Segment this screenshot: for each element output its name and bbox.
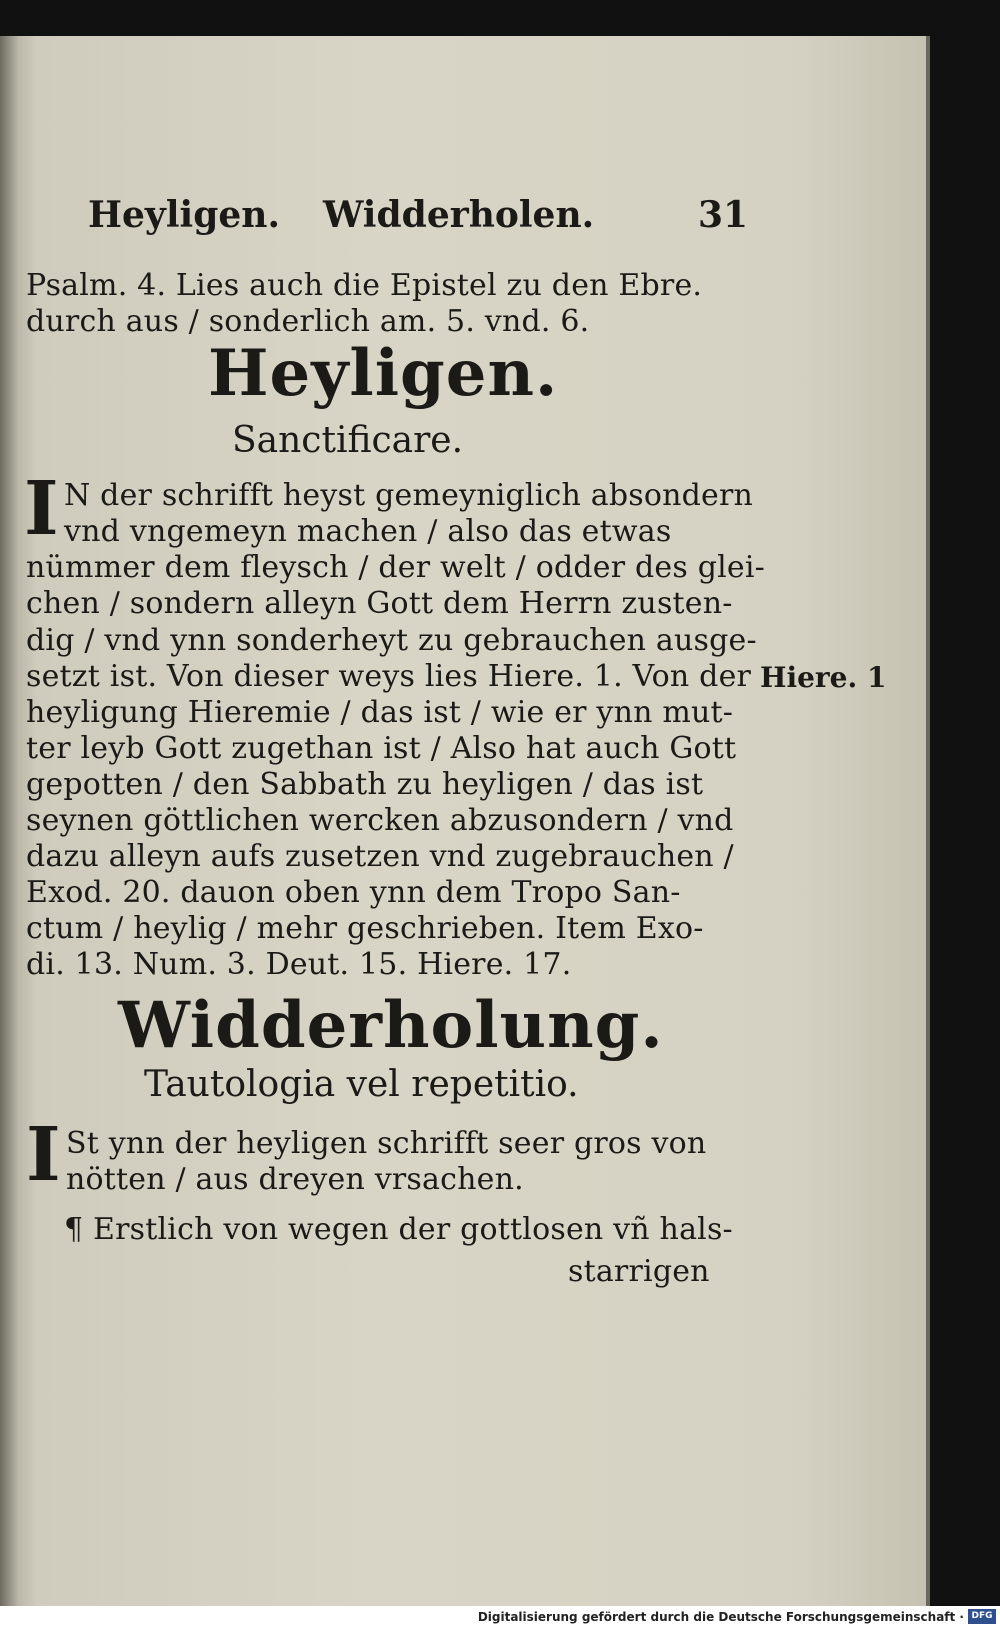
body-line: setzt ist. Von dieser weys lies Hiere. 1. Von der bbox=[26, 659, 752, 694]
drop-cap: I bbox=[26, 1112, 61, 1198]
body-line: ctum / heylig / mehr geschrieben. Item Exo- bbox=[26, 911, 704, 946]
section-subtitle-sanctificare: Sanctificare. bbox=[232, 420, 464, 461]
body-line: dig / vnd ynn sonderheyt zu gebrauchen ausge- bbox=[26, 623, 757, 658]
body-line: dazu alleyn aufs zusetzen vnd zugebrauchen / bbox=[26, 839, 734, 874]
digitization-footer bbox=[0, 1606, 1000, 1629]
body-line: vnd vngemeyn machen / also das etwas bbox=[64, 514, 672, 549]
body-line: N der schrifft heyst gemeyniglich absondern bbox=[64, 478, 754, 513]
intro-line: durch aus / sonderlich am. 5. vnd. 6. bbox=[26, 304, 590, 339]
section-title-widderholung: Widderholung. bbox=[118, 988, 664, 1063]
section-subtitle-tautologia: Tautologia vel repetitio. bbox=[144, 1064, 579, 1105]
section-title-heyligen: Heyligen. bbox=[208, 336, 559, 411]
body-line: ter leyb Gott zugethan ist / Also hat auch Gott bbox=[26, 731, 737, 766]
body-line: nümmer dem fleysch / der welt / odder des glei- bbox=[26, 550, 765, 585]
book-page bbox=[0, 36, 930, 1606]
header-center: Widderholen. bbox=[323, 194, 595, 236]
paragraph-line: ¶ Erstlich von wegen der gottlosen vñ hals- bbox=[64, 1212, 733, 1247]
footer-credit: Digitalisierung gefördert durch die Deutsche Forschungsgemeinschaft · bbox=[477, 1610, 964, 1624]
body-line: Exod. 20. dauon oben ynn dem Tropo San- bbox=[26, 875, 681, 910]
header-left: Heyligen. bbox=[88, 194, 280, 236]
body-line: St ynn der heyligen schrifft seer gros von bbox=[66, 1126, 707, 1161]
body-line: gepotten / den Sabbath zu heyligen / das ist bbox=[26, 767, 704, 802]
page-number: 31 bbox=[698, 194, 749, 236]
body-line: seynen göttlichen wercken abzusondern / vnd bbox=[26, 803, 734, 838]
catchword: starrigen bbox=[568, 1254, 710, 1289]
book-spine-shadow bbox=[0, 36, 18, 1606]
body-line: nötten / aus dreyen vrsachen. bbox=[66, 1162, 524, 1197]
dfg-logo: DFG bbox=[968, 1609, 996, 1624]
body-line: heyligung Hieremie / das ist / wie er ynn mut- bbox=[26, 695, 734, 730]
margin-note: Hiere. 1 bbox=[760, 661, 887, 694]
body-line: chen / sondern alleyn Gott dem Herrn zusten- bbox=[26, 586, 733, 621]
body-line: di. 13. Num. 3. Deut. 15. Hiere. 17. bbox=[26, 947, 572, 982]
intro-line: Psalm. 4. Lies auch die Epistel zu den Ebre. bbox=[26, 268, 703, 303]
drop-cap: I bbox=[24, 466, 59, 552]
